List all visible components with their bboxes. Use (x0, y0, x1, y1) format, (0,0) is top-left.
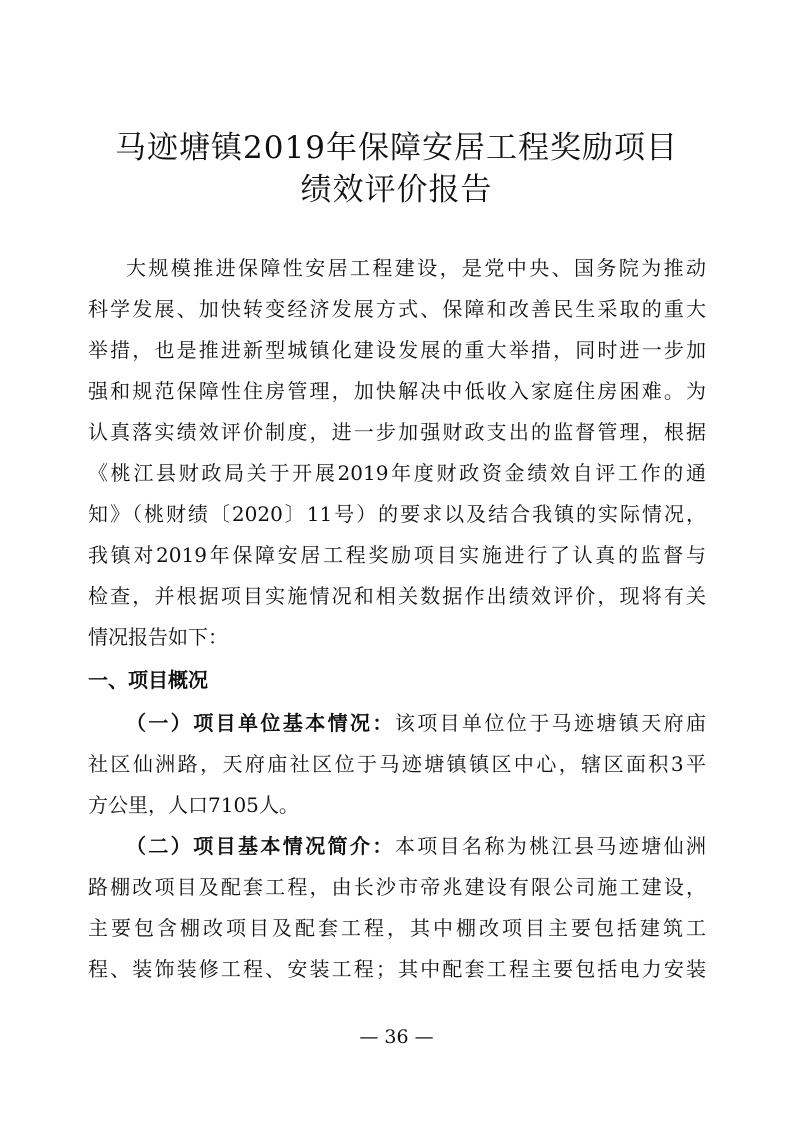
intro-line: 科学发展、加快转变经济发展方式、保障和改善民生采取的重大 (88, 297, 706, 321)
subsection-1-label: （一）项目单位基本情况： (126, 711, 395, 735)
intro-line: 我镇对2019年保障安居工程奖励项目实施进行了认真的监督与 (88, 543, 706, 567)
subsection-1-first-line (126, 711, 706, 735)
section-heading: 一、项目概况 (88, 668, 208, 692)
subsection-2-text: 本项目名称为桃江县马迹塘仙洲 (394, 834, 706, 858)
page-number: — 36 — (359, 1026, 434, 1048)
subsection-2-line: 路棚改项目及配套工程，由长沙市帝兆建设有限公司施工建设， (88, 875, 706, 899)
intro-line: 认真落实绩效评价制度，进一步加强财政支出的监督管理，根据 (88, 420, 706, 444)
subsection-2-line: 程、装饰装修工程、安装工程；其中配套工程主要包括电力安装 (88, 957, 706, 981)
intro-line: 知》（桃财绩〔2020〕11号）的要求以及结合我镇的实际情况， (88, 502, 706, 526)
intro-line: 《桃江县财政局关于开展2019年度财政资金绩效自评工作的通 (88, 461, 706, 485)
intro-line: 检查，并根据项目实施情况和相关数据作出绩效评价，现将有关 (88, 584, 706, 608)
subsection-1-line: 社区仙洲路，天府庙社区位于马迹塘镇镇区中心，辖区面积3平 (88, 752, 706, 776)
subsection-2-label: （二）项目基本情况简介： (126, 834, 395, 858)
intro-line: 强和规范保障性住房管理，加快解决中低收入家庭住房困难。为 (88, 379, 706, 403)
document-title-line-1: 马迹塘镇2019年保障安居工程奖励项目 (115, 130, 678, 166)
intro-line: 大规模推进保障性安居工程建设，是党中央、国务院为推动 (126, 256, 706, 280)
document-title-line-2: 绩效评价报告 (300, 172, 493, 208)
intro-line: 举措，也是推进新型城镇化建设发展的重大举措，同时进一步加 (88, 338, 706, 362)
subsection-2-first-line (126, 834, 706, 858)
subsection-1-text: 该项目单位位于马迹塘镇天府庙 (394, 711, 706, 735)
intro-line: 情况报告如下： (88, 625, 228, 649)
subsection-2-line: 主要包含棚改项目及配套工程，其中棚改项目主要包括建筑工 (88, 916, 706, 940)
subsection-1-line: 方公里，人口7105人。 (88, 793, 299, 817)
